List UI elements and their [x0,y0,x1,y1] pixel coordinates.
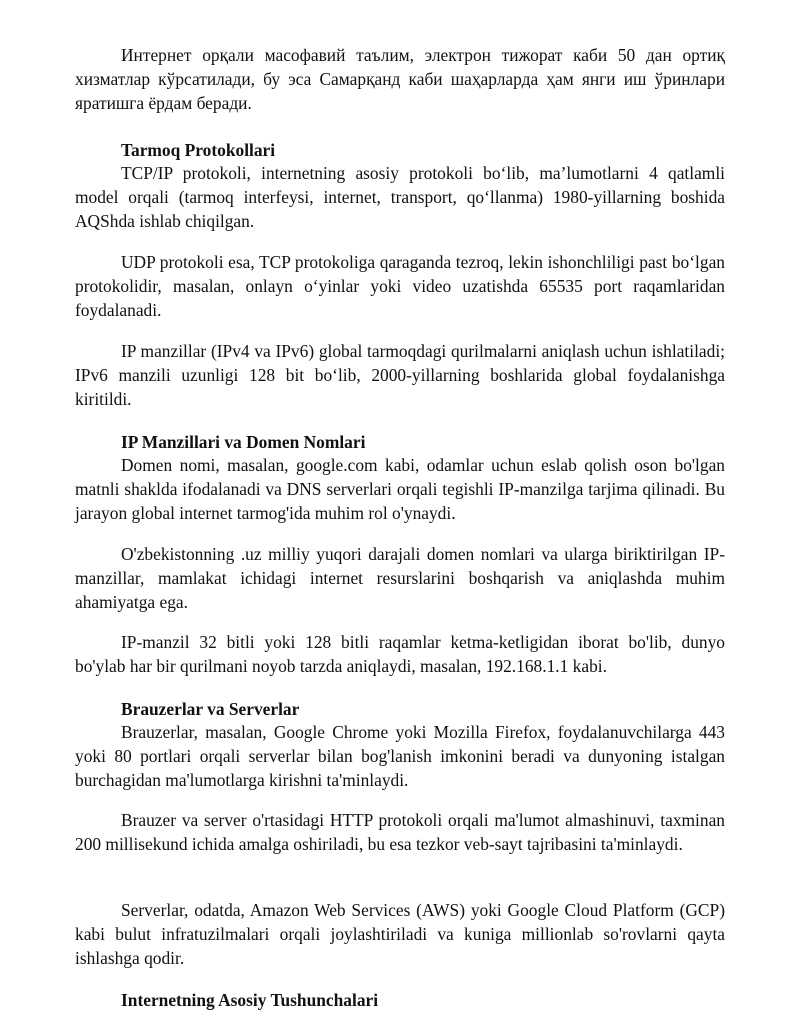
paragraph-tcp-ip: TCP/IP protokoli, internetning asosiy protokoli boʻlib, ma’lumotlarni 4 qatlamli model orqali (tarmoq interfeysi, internet, transport, qoʻllanma) 1980-yillarning boshida AQShda ishlab chiqilgan. [75,163,725,231]
paragraph-domen-nomi: Domen nomi, masalan, google.com kabi, odamlar uchun eslab qolish oson bo'lgan matnli shaklda ifodalanadi va DNS serverlari orqali tegishli IP-manzilga tarjima qilinadi. Bu jarayon global internet tarmog'ida muhim rol o'ynaydi. [75,455,725,523]
paragraph-ip-manzillar: IP manzillar (IPv4 va IPv6) global tarmoqdagi qurilmalarni aniqlash uchun ishlatiladi; IPv6 manzili uzunligi 128 bit boʻlib, 2000-yillarning boshlarida global foydalanishga kiritildi. [75,341,725,409]
heading-internet-asosiy: Internetning Asosiy Tushunchalari [121,990,379,1010]
paragraph-brauzerlar: Brauzerlar, masalan, Google Chrome yoki Mozilla Firefox, foydalanuvchilarga 443 yoki 80 portlari orqali serverlar bilan bog'lanish imkonini beradi va dunyoning istalgan burchagidan ma'lumotlarga kirishni ta'minlaydi. [75,722,725,790]
paragraph-serverlar: Serverlar, odatda, Amazon Web Services (AWS) yoki Google Cloud Platform (GCP) kabi bulut infratuzilmalari orqali joylashtiriladi va kuniga millionlab so'rovlarni qayta ishlashga qodir. [75,900,725,968]
intro-paragraph: Интернет орқали масофавий таълим, электрон тижорат каби 50 дан ортиқ хизматлар кўрсатилади, бу эса Самарқанд каби шаҳарларда ҳам янги иш ўринлари яратишга ёрдам беради. [75,45,725,113]
heading-tarmoq-protokollari: Tarmoq Protokollari [121,140,276,160]
heading-ip-manzillari: IP Manzillari va Domen Nomlari [121,432,366,452]
paragraph-uz-domen: O'zbekistonning .uz milliy yuqori darajali domen nomlari va ularga biriktirilgan IP-manzillar, mamlakat ichidagi internet resurslarini boshqarish va aniqlashda muhim ahamiyatga ega. [75,544,725,612]
paragraph-ip-manzil-bitlar: IP-manzil 32 bitli yoki 128 bitli raqamlar ketma-ketligidan iborat bo'lib, dunyo bo'ylab har bir qurilmani noyob tarzda aniqlaydi, masalan, 192.168.1.1 kabi. [75,632,725,676]
heading-brauzerlar: Brauzerlar va Serverlar [121,699,300,719]
paragraph-udp: UDP protokoli esa, TCP protokoliga qaraganda tezroq, lekin ishonchliligi past boʻlgan protokolidir, masalan, onlayn oʻyinlar yoki video uzatishda 65535 port raqamlaridan foydalanadi. [75,252,725,320]
paragraph-http: Brauzer va server o'rtasidagi HTTP protokoli orqali ma'lumot almashinuvi, taxminan 200 millisekund ichida amalga oshiriladi, bu esa tezkor veb-sayt tajribasini ta'minlaydi. [75,810,725,854]
